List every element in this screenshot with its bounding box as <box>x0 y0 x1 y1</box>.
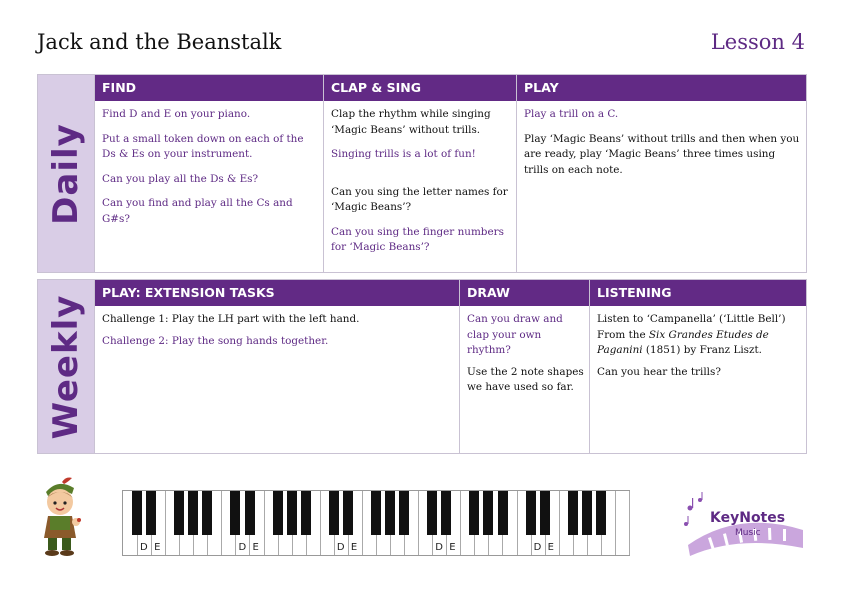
daily-section <box>37 74 807 273</box>
listening-heading: LISTENING <box>590 280 806 306</box>
find-column <box>94 75 324 272</box>
black-key <box>301 491 311 535</box>
key-label: E <box>252 542 259 553</box>
play-column <box>516 75 806 272</box>
listening-line: Listen to ‘Campanella’ (‘Little Bell’) From the Six Grandes Etudes de Paganini (1851) by Franz Liszt. <box>597 313 786 356</box>
draw-column <box>459 280 590 453</box>
key-label: D <box>533 542 542 553</box>
black-key <box>371 491 381 535</box>
key-label: D <box>140 542 148 553</box>
daily-side-label: Daily <box>38 75 95 272</box>
page-title: Jack and the Beanstalk <box>37 30 282 54</box>
clap-line: Clap the rhythm while singing ‘Magic Beans’ without trills. <box>331 108 491 136</box>
piano-keyboard <box>122 490 630 556</box>
black-key <box>132 491 142 535</box>
key-label: D <box>238 542 247 553</box>
extension-line: Challenge 1: Play the LH part with the left hand. <box>102 313 360 325</box>
black-key <box>329 491 339 535</box>
find-heading: FIND <box>95 75 324 101</box>
black-key <box>441 491 451 535</box>
play-line: Play ‘Magic Beans’ without trills and then when you are ready, play ‘Magic Beans’ three times using trills on each note. <box>524 132 800 176</box>
weekly-side-label: Weekly <box>38 280 95 453</box>
clap-sing-column <box>323 75 517 272</box>
logo-subtitle: Music <box>735 528 761 538</box>
key-label: D <box>435 542 443 553</box>
key-label: E <box>350 542 358 553</box>
listening-work: Six Grandes Etudes de Paganini <box>597 328 769 356</box>
black-key <box>596 491 606 535</box>
draw-line: Use the 2 note shapes we have used so far. <box>467 365 584 393</box>
black-key <box>202 491 212 535</box>
find-line: Can you play all the Ds & Es? <box>102 172 259 185</box>
black-key <box>230 491 240 535</box>
black-key <box>540 491 550 535</box>
black-key <box>582 491 592 535</box>
clap-sing-heading: CLAP & SING <box>324 75 517 101</box>
black-key <box>273 491 283 535</box>
clap-line: Singing trills is a lot of fun! <box>331 148 476 160</box>
black-key <box>146 491 156 535</box>
find-line: Put a small token down on each of the Ds & Es on your instrument. <box>102 132 304 160</box>
black-key <box>287 491 297 535</box>
key-label: E <box>449 542 456 553</box>
black-key <box>174 491 184 535</box>
logo-name: KeyNotes <box>710 510 786 526</box>
listening-line: Can you hear the trills? <box>597 365 721 378</box>
black-key <box>385 491 395 535</box>
black-key <box>188 491 198 535</box>
black-key <box>469 491 479 535</box>
black-key <box>343 491 353 535</box>
listening-column <box>589 280 806 453</box>
black-key <box>245 491 255 535</box>
black-key <box>427 491 437 535</box>
black-key <box>399 491 409 535</box>
key-label: D <box>336 542 345 553</box>
find-line: Find D and E on your piano. <box>102 108 251 120</box>
clap-line: Can you sing the letter names for ‘Magic Beans’? <box>331 185 508 213</box>
extension-heading: PLAY: EXTENSION TASKS <box>95 280 460 306</box>
extension-line: Challenge 2: Play the song hands together. <box>102 334 329 347</box>
weekly-section <box>37 279 807 454</box>
lesson-number: Lesson 4 <box>710 30 805 54</box>
clap-line: Can you sing the finger numbers for ‘Magic Beans’? <box>331 225 504 253</box>
draw-line: Can you draw and clap your own rhythm? <box>467 313 563 356</box>
black-key <box>498 491 508 535</box>
black-key <box>483 491 493 535</box>
extension-column <box>94 280 460 453</box>
white-key <box>615 491 630 555</box>
black-key <box>526 491 536 535</box>
play-heading: PLAY <box>517 75 806 101</box>
draw-heading: DRAW <box>460 280 590 306</box>
jack-character-illustration <box>32 476 88 560</box>
key-label: E <box>154 542 161 553</box>
find-line: Can you find and play all the Cs and G#s? <box>102 197 293 225</box>
black-key <box>568 491 578 535</box>
play-line: Play a trill on a C. <box>524 108 619 120</box>
key-label: E <box>547 542 554 553</box>
